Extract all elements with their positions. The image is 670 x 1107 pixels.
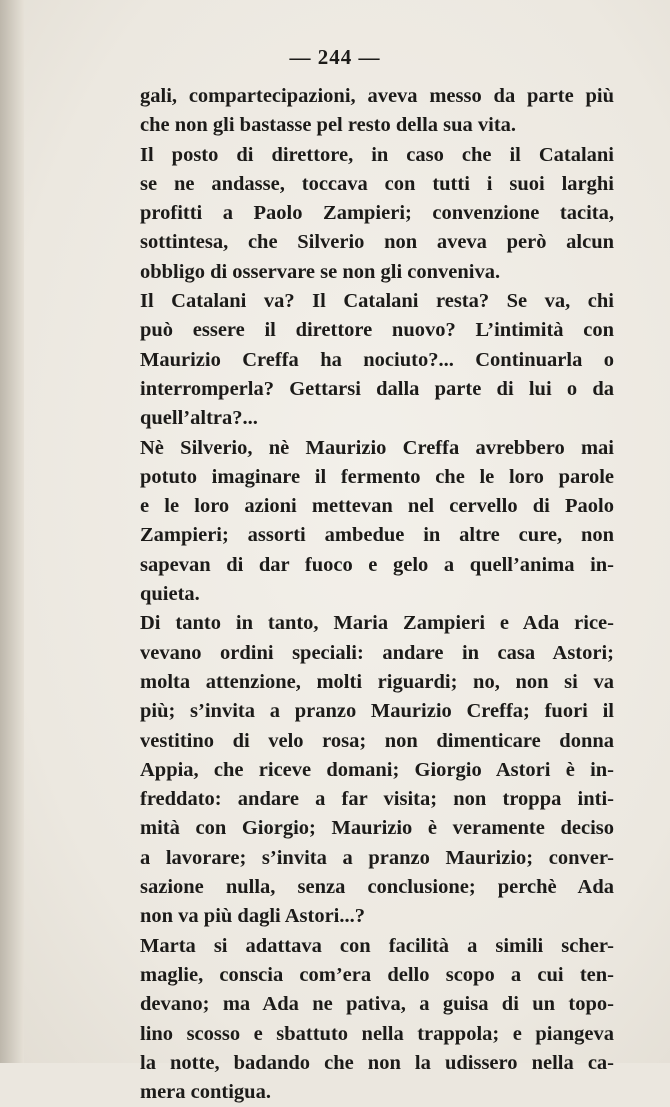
text-line: Zampieri; assorti ambedue in altre cure, non <box>140 524 614 547</box>
text-line: e le loro azioni mettevan nel cervello di Paolo <box>140 495 614 518</box>
text-line: Marta si adattava con facilità a simili scher- <box>140 934 614 957</box>
text-line: quieta. <box>140 583 200 606</box>
text-line: interromperla? Gettarsi dalla parte di lui o da <box>140 377 614 400</box>
text-line: potuto imaginare il fermento che le loro parole <box>140 465 614 488</box>
text-line: maglie, conscia com’era dello scopo a cui ten- <box>140 963 614 986</box>
text-line: sazione nulla, senza conclusione; perchè Ada <box>140 876 614 899</box>
text-line: Il posto di direttore, in caso che il Catalani <box>140 143 614 166</box>
text-line: quell’altra?... <box>140 407 258 430</box>
text-line: mera contigua. <box>140 1081 271 1104</box>
text-line: non va più dagli Astori...? <box>140 905 365 928</box>
text-line: se ne andasse, toccava con tutti i suoi larghi <box>140 172 614 195</box>
text-line: lino scosso e sbattuto nella trappola; e piangeva <box>140 1022 614 1045</box>
text-line: Nè Silverio, nè Maurizio Creffa avrebbero mai <box>140 436 614 459</box>
text-line: a lavorare; s’invita a pranzo Maurizio; conver- <box>140 846 614 869</box>
text-line: obbligo di osservare se non gli conveniva. <box>140 260 501 283</box>
body-text <box>140 82 614 1107</box>
text-line: vevano ordini speciali: andare in casa Astori; <box>140 641 614 664</box>
text-line: gali, compartecipazioni, aveva messo da parte più <box>140 85 614 107</box>
text-line: devano; ma Ada ne pativa, a guisa di un topo- <box>140 993 614 1016</box>
text-line: mità con Giorgio; Maurizio è veramente deciso <box>140 817 614 840</box>
text-line: vestitino di velo rosa; non dimenticare donna <box>140 729 614 752</box>
text-line: freddato: andare a far visita; non troppa inti- <box>140 788 614 811</box>
text-line: la notte, badando che non la udissero nella ca- <box>140 1051 614 1074</box>
text-line: Appia, che riceve domani; Giorgio Astori è in- <box>140 758 614 781</box>
text-line: Di tanto in tanto, Maria Zampieri e Ada rice- <box>140 612 614 635</box>
text-line: sapevan di dar fuoco e gelo a quell’anima in- <box>140 553 614 576</box>
text-line: sottintesa, che Silverio non aveva però alcun <box>140 231 614 254</box>
text-line: molta attenzione, molti riguardi; no, non si va <box>140 670 614 693</box>
page-number: — 244 — <box>289 45 381 69</box>
text-line: Il Catalani va? Il Catalani resta? Se va, chi <box>140 290 614 313</box>
page-binding-shadow <box>0 0 24 1063</box>
text-line: più; s’invita a pranzo Maurizio Creffa; fuori il <box>140 700 614 723</box>
text-line: che non gli bastasse pel resto della sua vita. <box>140 114 517 137</box>
text-line: profitti a Paolo Zampieri; convenzione tacita, <box>140 202 614 225</box>
text-line: Maurizio Creffa ha nociuto?... Continuarla o <box>140 348 614 371</box>
text-line: può essere il direttore nuovo? L’intimità con <box>140 319 614 342</box>
